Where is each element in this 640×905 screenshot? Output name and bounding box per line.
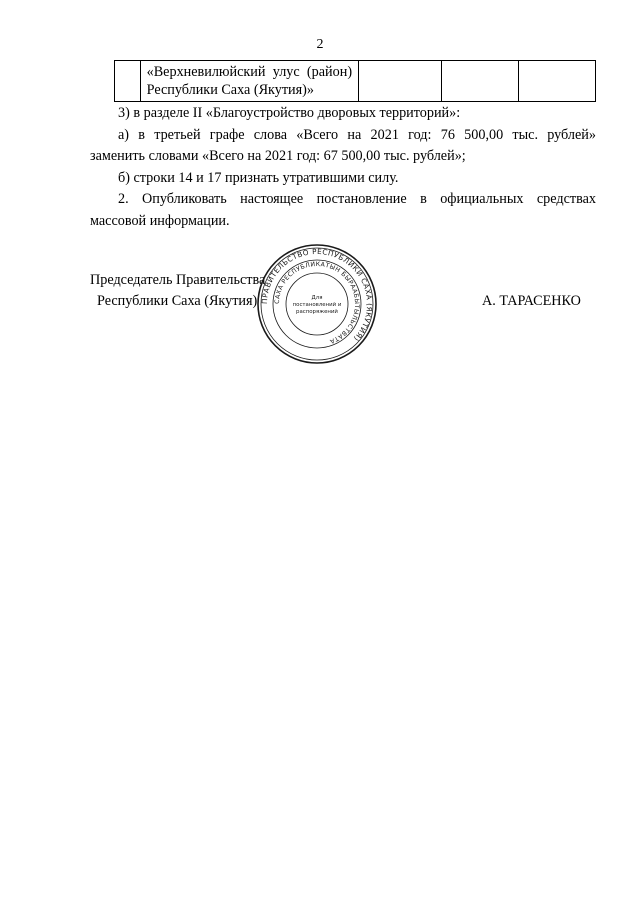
seal-center-line3: распоряжений xyxy=(296,309,338,315)
paragraph-item-b: б) строки 14 и 17 признать утратившими силу. xyxy=(118,169,399,186)
signer-title-line2: Республики Саха (Якутия) xyxy=(97,293,258,309)
table-cell-4 xyxy=(442,61,519,102)
paragraph-section-ii: 3) в разделе II «Благоустройство дворовых территорий»: xyxy=(118,105,461,121)
paragraph-item-a-continued: заменить словами «Всего на 2021 год: 67 500,00 тыс. рублей»; xyxy=(90,148,466,164)
paragraph-publish: 2. Опубликовать настоящее постановление в официальных средствах массовой информации. xyxy=(90,191,596,229)
seal-center-line2: постановлений и xyxy=(292,302,342,308)
signer-title-line1: Председатель Правительства xyxy=(90,272,266,288)
table-cell-3 xyxy=(359,61,442,102)
table-cell-5 xyxy=(519,61,596,102)
document-body xyxy=(90,103,596,232)
page-number: 2 xyxy=(316,37,324,52)
district-name-cell: «Верхневилюйский улус (район) Республики Саха (Якутия)» xyxy=(140,61,358,102)
paragraph-item-a: а) в третьей графе слова «Всего на 2021 год: 76 500,00 тыс. рублей» xyxy=(118,126,596,143)
row-number-cell xyxy=(115,61,141,102)
signer-title xyxy=(90,270,265,312)
official-seal xyxy=(256,243,378,365)
signer-name: А. ТАРАСЕНКО xyxy=(482,293,581,309)
seal-center-line1: Для xyxy=(311,295,323,301)
seal-inner-text: САХА РЕСПУБЛИКАТЫН БЫРААБЫТЫЛЬСТВАТА xyxy=(273,260,361,345)
table-row xyxy=(115,61,596,102)
seal-outer-text: ПРАВИТЕЛЬСТВО РЕСПУБЛИКИ САХА (ЯКУТИЯ) xyxy=(259,246,375,344)
amendment-table xyxy=(114,60,596,102)
